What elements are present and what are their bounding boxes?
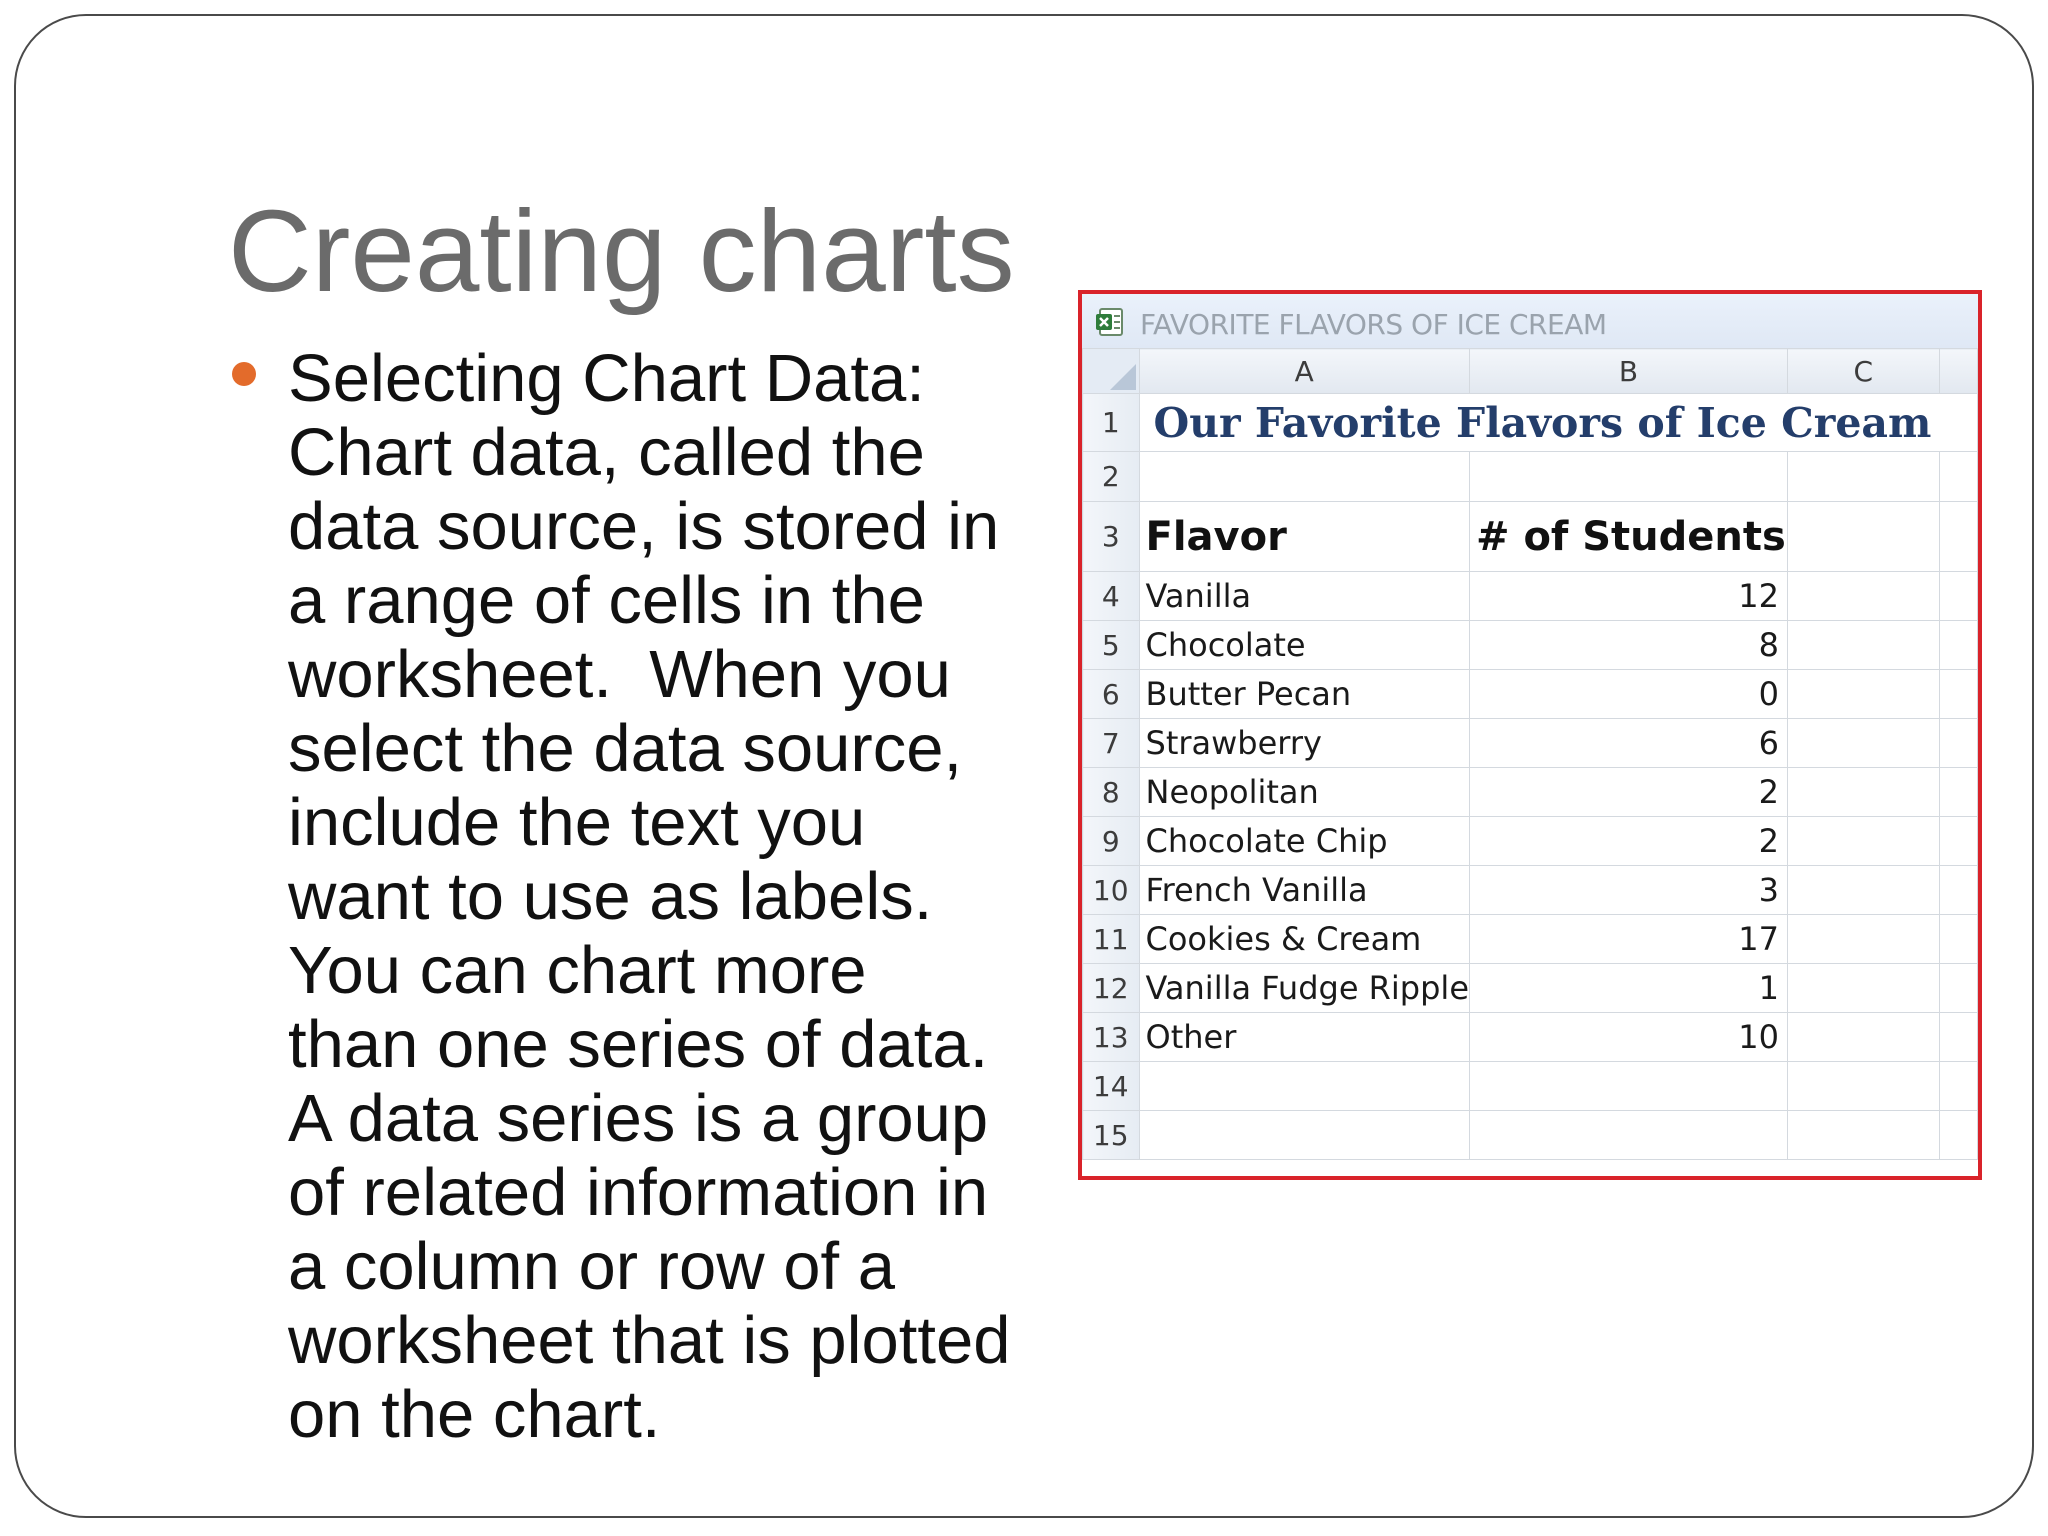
row-header[interactable]: 4 [1083,572,1140,621]
bullet-line: include the text you [288,785,866,860]
cell[interactable] [1939,621,1977,670]
students-cell[interactable]: 2 [1470,817,1788,866]
row-header[interactable]: 5 [1083,621,1140,670]
bullet-line: on the chart. [288,1377,661,1452]
students-cell[interactable]: 17 [1470,915,1788,964]
column-header-next[interactable] [1939,349,1977,394]
cell[interactable] [1787,768,1939,817]
spreadsheet-grid [1082,348,1978,1160]
bullet-line: worksheet that is plotted [288,1303,1011,1378]
students-cell[interactable]: 6 [1470,719,1788,768]
cell[interactable] [1787,719,1939,768]
flavor-cell[interactable]: Neopolitan [1139,768,1470,817]
row-header[interactable]: 6 [1083,670,1140,719]
sheet-heading-cell[interactable] [1139,394,1978,452]
cell[interactable] [1939,1111,1977,1160]
flavor-cell[interactable]: Other [1139,1013,1470,1062]
cell[interactable] [1939,572,1977,621]
students-cell[interactable]: 10 [1470,1013,1788,1062]
excel-icon [1094,306,1126,338]
cell[interactable] [1470,1111,1788,1160]
bullet-dot-icon [232,362,256,386]
flavor-cell[interactable]: Chocolate Chip [1139,817,1470,866]
bullet-line: You can chart more [288,933,867,1008]
flavor-cell[interactable]: French Vanilla [1139,866,1470,915]
spreadsheet-screenshot [1078,290,1982,1180]
cell[interactable] [1939,1013,1977,1062]
flavor-cell[interactable]: Chocolate [1139,621,1470,670]
cell[interactable] [1787,964,1939,1013]
row-header[interactable]: 10 [1083,866,1140,915]
cell[interactable] [1139,1062,1470,1111]
table-row [1083,670,1978,719]
cell[interactable] [1139,1111,1470,1160]
cell[interactable] [1939,670,1977,719]
cell[interactable] [1470,1062,1788,1111]
cell[interactable] [1139,452,1470,502]
cell[interactable] [1787,866,1939,915]
cell[interactable] [1787,1111,1939,1160]
column-header-b[interactable]: B [1470,349,1788,394]
row-header[interactable]: 11 [1083,915,1140,964]
cell[interactable] [1939,866,1977,915]
cell[interactable] [1939,502,1977,572]
students-cell[interactable]: 3 [1470,866,1788,915]
select-all-corner[interactable] [1083,349,1140,394]
row-header[interactable]: 8 [1083,768,1140,817]
row-header[interactable]: 3 [1083,502,1140,572]
students-cell[interactable]: 1 [1470,964,1788,1013]
cell[interactable] [1787,915,1939,964]
row-header[interactable]: 14 [1083,1062,1140,1111]
flavor-cell[interactable]: Butter Pecan [1139,670,1470,719]
flavor-cell[interactable]: Strawberry [1139,719,1470,768]
column-header-c[interactable]: C [1787,349,1939,394]
cell[interactable] [1787,1062,1939,1111]
table-row [1083,572,1978,621]
students-cell[interactable]: 8 [1470,621,1788,670]
bullet-line: data source, is stored in [288,489,1000,564]
cell[interactable] [1787,670,1939,719]
row-header[interactable]: 1 [1083,394,1140,452]
cell[interactable] [1939,817,1977,866]
table-row [1083,1013,1978,1062]
cell[interactable] [1939,915,1977,964]
flavor-cell[interactable]: Vanilla [1139,572,1470,621]
cell[interactable] [1470,452,1788,502]
slide [14,14,2034,1518]
cell[interactable] [1787,502,1939,572]
row-header[interactable]: 12 [1083,964,1140,1013]
row-header[interactable]: 2 [1083,452,1140,502]
cell[interactable] [1787,452,1939,502]
slide-title: Creating charts [228,186,1015,316]
bullet-line: want to use as labels. [288,859,933,934]
spreadsheet-titlebar [1082,294,1978,349]
cell[interactable] [1939,1062,1977,1111]
bullet-line: a range of cells in the [288,563,925,638]
table-row [1083,866,1978,915]
table-row [1083,719,1978,768]
bullet-line: A data series is a group [288,1081,989,1156]
table-row [1083,768,1978,817]
bullet-line: Selecting Chart Data: [288,341,925,416]
bullet-line: worksheet. When you [288,637,951,712]
cell[interactable] [1939,452,1977,502]
column-header-a[interactable]: A [1139,349,1470,394]
bullet-line: a column or row of a [288,1229,895,1304]
row-header[interactable]: 13 [1083,1013,1140,1062]
bullet-line: of related information in [288,1155,989,1230]
table-row [1083,817,1978,866]
bullet-text [288,342,1068,1452]
row-header[interactable]: 15 [1083,1111,1140,1160]
bullet-line: select the data source, [288,711,963,786]
bullet-line: Chart data, called the [288,415,925,490]
table-row [1083,915,1978,964]
cell[interactable] [1787,572,1939,621]
cell[interactable] [1787,817,1939,866]
row-header[interactable]: 7 [1083,719,1140,768]
spreadsheet-window-title: FAVORITE FLAVORS OF ICE CREAM [1140,308,1607,341]
flavor-cell[interactable]: Vanilla Fudge Ripple [1139,964,1470,1013]
flavor-cell[interactable]: Cookies & Cream [1139,915,1470,964]
flavor-header-cell[interactable]: Flavor [1139,502,1470,572]
table-row [1083,621,1978,670]
cell[interactable] [1787,1013,1939,1062]
cell[interactable] [1787,621,1939,670]
cell[interactable] [1939,768,1977,817]
students-cell[interactable]: 2 [1470,768,1788,817]
cell[interactable] [1939,964,1977,1013]
cell[interactable] [1939,719,1977,768]
students-cell[interactable]: 12 [1470,572,1788,621]
bullet-line: than one series of data. [288,1007,989,1082]
students-header-cell[interactable]: # of Students [1470,502,1788,572]
sheet-heading: Our Favorite Flavors of Ice Cream [1153,398,1932,447]
students-cell[interactable]: 0 [1470,670,1788,719]
table-row [1083,964,1978,1013]
row-header[interactable]: 9 [1083,817,1140,866]
